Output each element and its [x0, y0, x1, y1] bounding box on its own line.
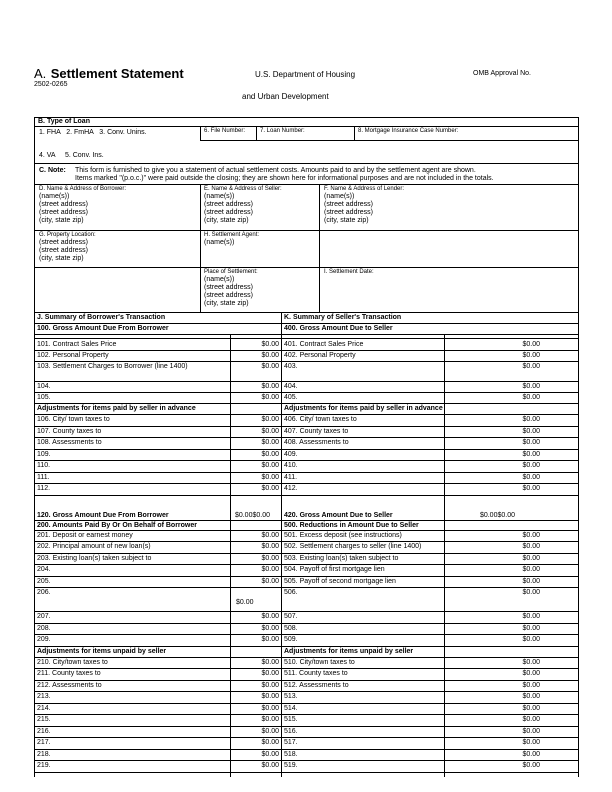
seller-line-amount: $0.00	[522, 693, 540, 700]
seller-line-label: 511. County taxes to	[284, 670, 348, 677]
seller-line-amount: $0.00	[522, 670, 540, 677]
borrower-line-amount: $0.00	[261, 363, 279, 370]
summary-right-amount-divider	[444, 334, 445, 777]
property-block	[39, 232, 96, 263]
seller-line-amount: $0.00	[522, 750, 540, 758]
place-label: Place of Settlement:	[204, 269, 258, 275]
seller-line-amount: $0.00	[522, 577, 540, 585]
note-label: C. Note:	[39, 167, 66, 174]
seller-line-label: 507.	[284, 613, 298, 620]
seller-line-amount: $0.00	[522, 531, 540, 539]
borrower-line-amount: $0.00	[261, 531, 279, 539]
loan-type-options-2: 4. VA 5. Conv. Ins.	[39, 152, 104, 159]
seller-line-amount: $0.00	[522, 681, 540, 689]
borrower-line-amount: $0.00	[261, 439, 279, 446]
property-line: (street address)	[39, 239, 89, 246]
borrower-line: (city, state zip)	[39, 217, 84, 224]
borrower-line-label: 208.	[37, 624, 51, 632]
seller-line-amount: $0.00	[522, 762, 540, 769]
property-line: (city, state zip)	[39, 255, 84, 262]
section-100-heading: 100. Gross Amount Due From Borrower	[37, 325, 169, 332]
borrower-line-amount: $0.00	[261, 693, 279, 700]
borrower-line-label: 112.	[37, 485, 51, 492]
seller-label: E. Name & Address of Seller:	[204, 186, 282, 192]
borrower-line-amount: $0.00	[261, 566, 279, 573]
seller-line-label: 403.	[284, 363, 298, 370]
seller-line-amount: $0.00	[522, 543, 540, 550]
borrower-line-label: 108. Assessments to	[37, 439, 102, 446]
seller-line-label: 408. Assessments to	[284, 439, 349, 446]
borrower-line-label: 110.	[37, 462, 51, 469]
borrower-line: (name(s))	[39, 193, 70, 200]
borrower-line-amount: $0.00	[261, 750, 279, 758]
omb-number: 2502-0265	[34, 81, 68, 88]
borrower-line-label: 218.	[37, 750, 51, 758]
property-label: G. Property Location:	[39, 232, 96, 238]
borrower-label: D. Name & Address of Borrower:	[39, 186, 127, 192]
borrower-line-label: 204.	[37, 566, 51, 573]
borrower-line-amount: $0.00	[261, 352, 279, 359]
lender-line: (name(s))	[324, 193, 355, 200]
seller-line-label: 513.	[284, 693, 298, 700]
seller-line-label: 412.	[284, 485, 298, 492]
agency-line-1: U.S. Department of Housing	[255, 70, 356, 79]
borrower-line-amount: $0.00	[261, 577, 279, 585]
seller-line-amount: $0.00	[522, 613, 540, 620]
borrower-line-amount: $0.00	[261, 727, 279, 735]
seller-line-label: 407. County taxes to	[284, 427, 349, 435]
lender-label: F. Name & Address of Lender:	[324, 186, 405, 192]
gross-due-seller: 420. Gross Amount Due to Seller	[284, 511, 393, 519]
section-200-heading: 200. Amounts Paid By Or On Behalf of Borrower	[37, 521, 197, 529]
borrower-line-label: 104.	[37, 383, 51, 390]
adjust-advance-left: Adjustments for items paid by seller in advance	[37, 405, 196, 412]
borrower-line-label: 205.	[37, 577, 51, 585]
seller-line-amount: $0.00	[522, 727, 540, 735]
borrower-line-label: 215.	[37, 716, 51, 723]
borrower-line-amount: $0.00	[261, 341, 279, 348]
seller-line-label: 505. Payoff of second mortgage lien	[284, 577, 396, 585]
seller-line-amount: $0.00	[522, 636, 540, 643]
seller-line-amount: $0.00	[522, 704, 540, 712]
agency-line-2: and Urban Development	[242, 92, 329, 101]
borrower-line-label: 202. Principal amount of new loan(s)	[37, 543, 151, 550]
note-text-2: Items marked "(p.o.c.)" were paid outside the closing; they are shown here for informational purposes and are not included in the totals.	[75, 175, 494, 182]
seller-line-amount: $0.00	[522, 739, 540, 746]
seller-line-label: 503. Existing loan(s) taken subject to	[284, 554, 399, 562]
section-400-heading: 400. Gross Amount Due to Seller	[284, 325, 393, 332]
borrower-line-amount: $0.00	[261, 670, 279, 677]
seller-line-amount: $0.00	[522, 566, 540, 573]
seller-line-amount: $0.00	[522, 439, 540, 446]
borrower-line-amount: $0.00	[261, 636, 279, 643]
borrower-line-amount: $0.00	[261, 450, 279, 458]
seller-line-label: 401. Contract Sales Price	[284, 341, 364, 348]
seller-line-label: 406. City/ town taxes to	[284, 416, 357, 423]
borrower-line-label: 206.	[37, 589, 51, 596]
borrower-block	[39, 186, 126, 225]
borrower-line-amount: $0.00	[261, 462, 279, 469]
gross-due-borrower: 120. Gross Amount Due From Borrower	[37, 511, 169, 519]
borrower-line-amount: $0.00	[261, 681, 279, 689]
borrower-line-amount: $0.00	[261, 762, 279, 769]
borrower-line-label: 103. Settlement Charges to Borrower (line 1400)	[37, 363, 188, 370]
seller-line-amount: $0.00	[522, 716, 540, 723]
borrower-line-label: 102. Personal Property	[37, 352, 109, 359]
borrower-line-label: 203. Existing loan(s) taken subject to	[37, 554, 152, 562]
agent-line: (name(s))	[204, 239, 235, 246]
borrower-line-label: 213.	[37, 693, 51, 700]
seller-line-amount: $0.00	[522, 658, 540, 666]
place-line: (street address)	[204, 284, 254, 291]
seller-line-label: 515.	[284, 716, 298, 723]
title-letter: A.	[34, 66, 47, 81]
borrower-line-label: 111.	[37, 473, 50, 481]
seller-line-label: 510. City/town taxes to	[284, 658, 355, 666]
borrower-line-label: 219.	[37, 762, 51, 769]
mortgage-insurance-label: 8. Mortgage Insurance Case Number:	[358, 128, 459, 134]
seller-line-label: 410.	[284, 462, 298, 469]
adjust-unpaid-right: Adjustments for items unpaid by seller	[284, 647, 414, 655]
seller-line: (street address)	[204, 209, 254, 216]
place-line: (name(s))	[204, 276, 235, 283]
borrower-line-label: 217.	[37, 739, 51, 746]
adjust-advance-right: Adjustments for items paid by seller in advance	[284, 405, 443, 412]
borrower-line: (street address)	[39, 209, 89, 216]
seller-line-amount: $0.00	[522, 341, 540, 348]
agent-block	[204, 232, 259, 247]
seller-line-amount: $0.00	[522, 485, 540, 492]
borrower-line-amount: $0.00	[261, 658, 279, 666]
borrower-line-label: 105.	[37, 394, 51, 401]
summary-k-title: K. Summary of Seller's Transaction	[284, 314, 402, 321]
note-text-1: This form is furnished to give you a statement of actual settlement costs. Amounts paid to and by the settlement agent are shown.	[75, 167, 476, 174]
borrower-line-label: 214.	[37, 704, 51, 712]
adjust-unpaid-left: Adjustments for items unpaid by seller	[37, 647, 167, 655]
seller-line-label: 517.	[284, 739, 298, 746]
seller-line-amount: $0.00	[522, 554, 540, 562]
place-line: (street address)	[204, 292, 254, 299]
borrower-line-amount: $0.00	[261, 543, 279, 550]
loan-number-label: 7. Loan Number:	[260, 128, 305, 134]
seller-line-amount: $0.00	[522, 589, 540, 596]
seller-line-amount: $0.00	[522, 383, 540, 390]
borrower-line-amount: $0.00	[261, 485, 279, 492]
seller-line-label: 508.	[284, 624, 298, 632]
seller-line-amount: $0.00	[522, 473, 540, 481]
borrower-line-amount: $0.00	[261, 716, 279, 723]
seller-line: (name(s))	[204, 193, 235, 200]
gross-due-borrower-amount: $0.00$0.00	[234, 511, 270, 519]
loan-type-heading: B. Type of Loan	[38, 118, 90, 125]
seller-line-label: 502. Settlement charges to seller (line 1400)	[284, 543, 422, 550]
borrower-line-amount: $0.00	[261, 554, 279, 562]
seller-line-label: 404.	[284, 383, 298, 390]
borrower-line-label: 207.	[37, 613, 51, 620]
seller-line-label: 411.	[284, 473, 298, 481]
borrower-line-label: 109.	[37, 450, 51, 458]
borrower-line-amount: $0.00	[261, 624, 279, 632]
borrower-line-label: 201. Deposit or earnest money	[37, 531, 133, 539]
borrower-line-label: 210. City/town taxes to	[37, 658, 108, 666]
file-number-label: 6. File Number:	[204, 128, 246, 134]
lender-line: (street address)	[324, 209, 374, 216]
seller-line-amount: $0.00	[522, 352, 540, 359]
borrower-line-amount: $0.00	[261, 704, 279, 712]
borrower-line-amount: $0.00	[261, 383, 279, 390]
lender-block	[324, 186, 404, 225]
title-text: Settlement Statement	[50, 66, 184, 81]
place-line: (city, state zip)	[204, 300, 249, 307]
borrower-line-label: 212. Assessments to	[37, 681, 102, 689]
borrower-line-amount: $0.00	[261, 416, 279, 423]
seller-line-amount: $0.00	[522, 450, 540, 458]
seller-line-amount: $0.00	[522, 363, 540, 370]
borrower-line-label: 211. County taxes to	[37, 670, 101, 677]
seller-line-label: 405.	[284, 394, 298, 401]
seller-line-label: 402. Personal Property	[284, 352, 356, 359]
seller-line-label: 512. Assessments to	[284, 681, 349, 689]
seller-line-label: 506.	[284, 589, 298, 596]
seller-line-amount: $0.00	[522, 462, 540, 469]
seller-line: (street address)	[204, 201, 254, 208]
seller-line-label: 518.	[284, 750, 298, 758]
seller-line: (city, state zip)	[204, 217, 249, 224]
seller-line-amount: $0.00	[522, 394, 540, 401]
seller-block	[204, 186, 282, 225]
summary-j-title: J. Summary of Borrower's Transaction	[37, 314, 166, 321]
seller-line-label: 514.	[284, 704, 298, 712]
borrower-line-label: 209.	[37, 636, 51, 643]
settlement-date-label: I. Settlement Date:	[324, 269, 374, 275]
gross-due-seller-amount: $0.00$0.00	[479, 511, 515, 519]
borrower-line-amount: $0.00	[261, 394, 279, 401]
summary-left-amount-divider	[230, 334, 231, 777]
place-block	[204, 269, 258, 308]
borrower-line: (street address)	[39, 201, 89, 208]
agent-label: H. Settlement Agent:	[204, 232, 260, 238]
borrower-line-amount: $0.00	[236, 599, 254, 606]
omb-approval: OMB Approval No.	[473, 70, 531, 77]
section-500-heading: 500. Reductions in Amount Due to Seller	[284, 521, 419, 529]
borrower-line-amount: $0.00	[261, 473, 279, 481]
borrower-line-amount: $0.00	[261, 613, 279, 620]
loan-type-options-1: 1. FHA 2. FmHA 3. Conv. Unins.	[39, 129, 147, 136]
lender-line: (street address)	[324, 201, 374, 208]
property-line: (street address)	[39, 247, 89, 254]
lender-line: (city, state zip)	[324, 217, 369, 224]
borrower-line-label: 107. County taxes to	[37, 427, 102, 435]
borrower-line-amount: $0.00	[261, 427, 279, 435]
seller-line-amount: $0.00	[522, 624, 540, 632]
seller-line-label: 509.	[284, 636, 298, 643]
seller-line-amount: $0.00	[522, 427, 540, 435]
seller-line-label: 409.	[284, 450, 298, 458]
seller-line-label: 504. Payoff of first mortgage lien	[284, 566, 385, 573]
seller-line-label: 519.	[284, 762, 298, 769]
borrower-line-label: 106. City/ town taxes to	[37, 416, 110, 423]
seller-line-amount: $0.00	[522, 416, 540, 423]
seller-line-label: 501. Excess deposit (see instructions)	[284, 531, 402, 539]
borrower-line-label: 101. Contract Sales Price	[37, 341, 117, 348]
seller-line-label: 516.	[284, 727, 298, 735]
borrower-line-label: 216.	[37, 727, 51, 735]
borrower-line-amount: $0.00	[261, 739, 279, 746]
